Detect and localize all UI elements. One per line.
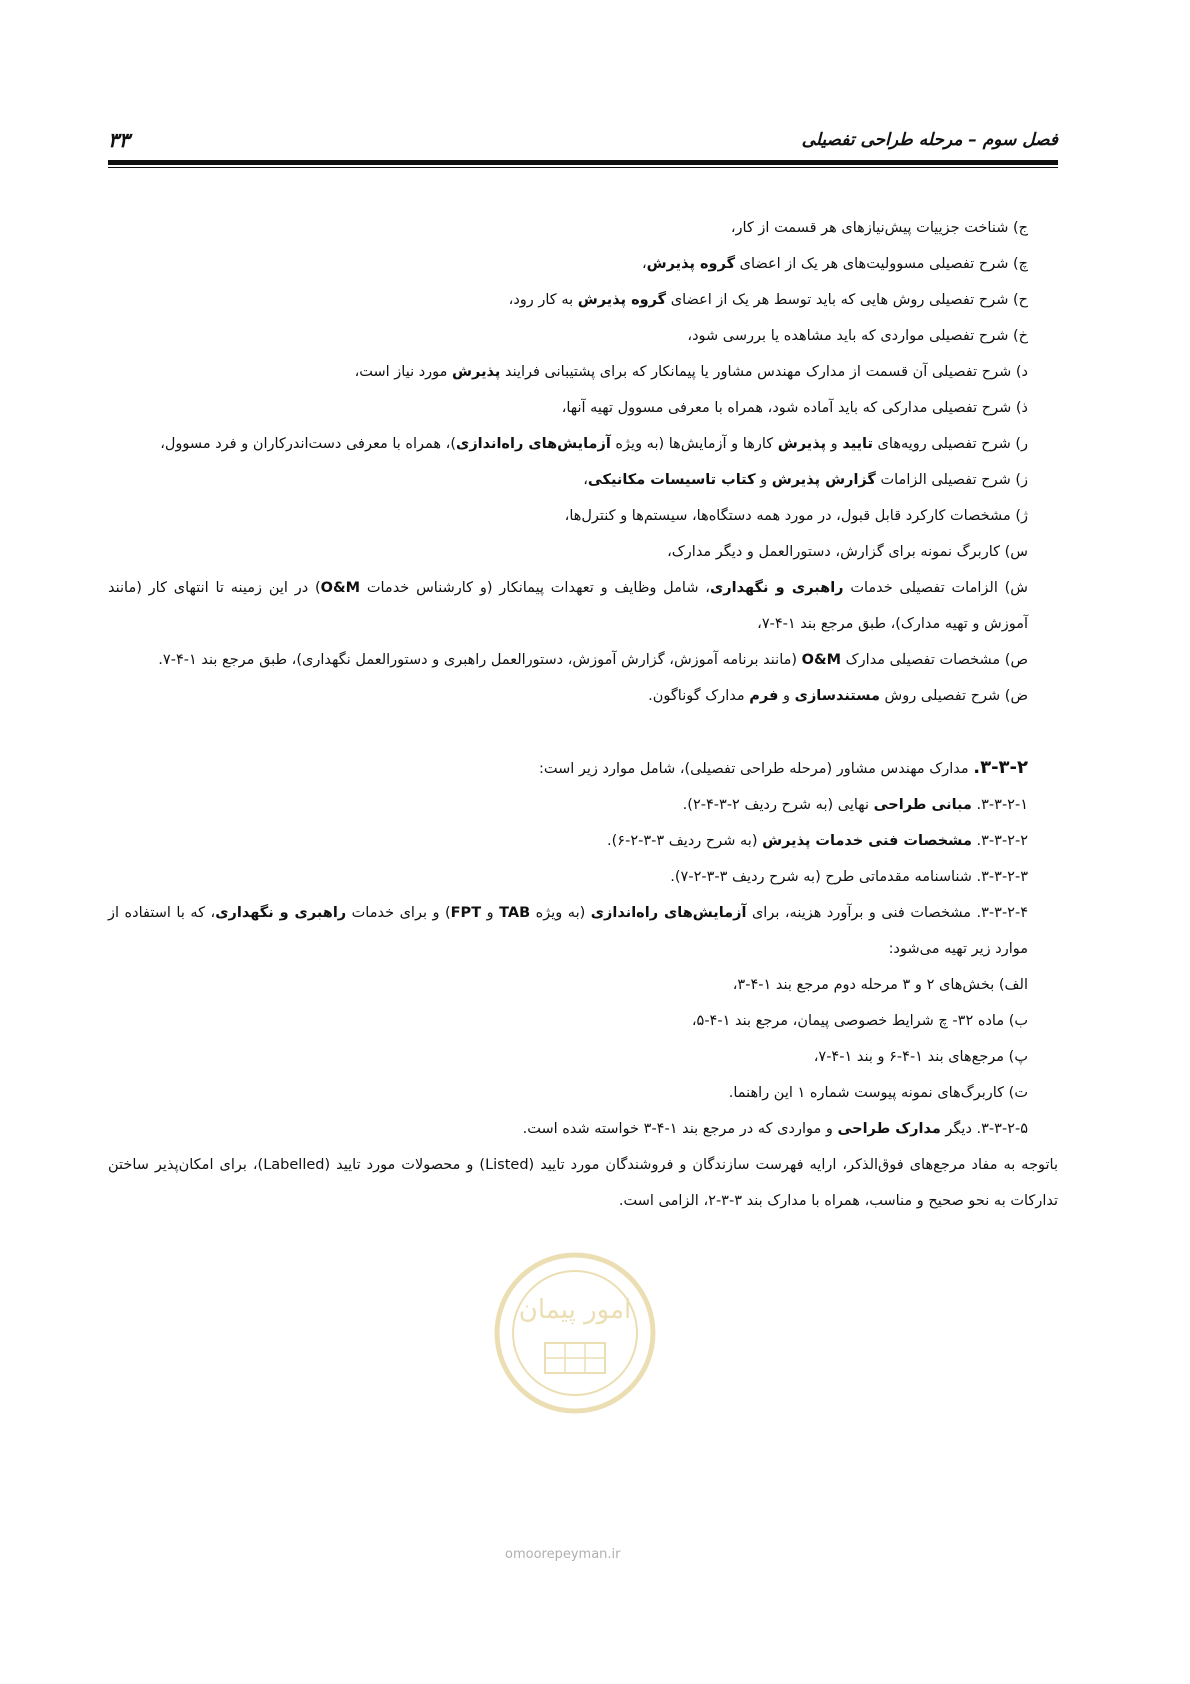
sub-item: ۳-۳-۲-۲. مشخصات فنی خدمات پذیرش (به شرح ردیف ۳-۳-۲-۶). xyxy=(607,833,1028,849)
list-item: د) شرح تفصیلی آن قسمت از مدارک مهندس مشاور یا پیمانکار که برای پشتیبانی فرایند پذیرش مورد نیاز است، xyxy=(354,364,1028,380)
list-item: چ) شرح تفصیلی مسوولیت‌های هر یک از اعضای گروه پذیرش، xyxy=(641,256,1028,272)
sub-list-item: ت) کاربرگ‌های نمونه پیوست شماره ۱ این راهنما. xyxy=(728,1085,1028,1101)
page-header xyxy=(108,120,1058,160)
body-content xyxy=(108,210,1058,1219)
header-rule-thin xyxy=(108,167,1058,168)
sub-list-item: الف) بخش‌های ۲ و ۳ مرحله دوم مرجع بند ۱-۴-۳، xyxy=(732,977,1028,993)
list-item: ض) شرح تفصیلی روش مستندسازی و فرم مدارک گوناگون. xyxy=(648,688,1028,704)
list-item: ج) شناخت جزییات پیش‌نیازهای هر قسمت از کار، xyxy=(730,220,1028,236)
page-number: ۳۳ xyxy=(108,128,130,152)
list-item: ح) شرح تفصیلی روش هایی که باید توسط هر یک از اعضای گروه پذیرش به کار رود، xyxy=(508,292,1028,308)
list-item: خ) شرح تفصیلی مواردی که باید مشاهده یا بررسی شود، xyxy=(687,328,1028,344)
section-heading: ۳-۳-۲. مدارک مهندس مشاور (مرحله طراحی تفصیلی)، شامل موارد زیر است: xyxy=(538,757,1028,778)
list-item: ر) شرح تفصیلی رویه‌های تایید و پذیرش کارها و آزمایش‌ها (به ویژه آزمایش‌های راه‌اندازی)، همراه با معرفی دست‌اندرکاران و فرد مسوول، xyxy=(160,436,1028,452)
watermark-logo-icon xyxy=(490,1248,660,1418)
sub-item: ۳-۳-۲-۱. مبانی طراحی نهایی (به شرح ردیف ۲-۳-۴-۲). xyxy=(682,797,1028,813)
list-item: ژ) مشخصات کارکرد قابل قبول، در مورد همه دستگاه‌ها، سیستم‌ها و کنترل‌ها، xyxy=(564,508,1028,524)
chapter-title: فصل سوم – مرحله طراحی تفصیلی xyxy=(801,130,1058,150)
sub-item: ۳-۳-۲-۳. شناسنامه مقدماتی طرح (به شرح ردیف ۳-۳-۲-۷). xyxy=(670,869,1028,885)
list-item: ص) مشخصات تفصیلی مدارک O&M (مانند برنامه آموزش، گزارش آموزش، دستورالعمل راهبری و دستورالعمل نگهداری)، طبق مرجع بند ۱-۴-۷. xyxy=(158,652,1028,668)
watermark-url: omoorepeyman.ir xyxy=(505,1547,621,1562)
sub-list-item: ب) ماده ۳۲- چ شرایط خصوصی پیمان، مرجع بند ۱-۴-۵، xyxy=(691,1013,1028,1029)
watermark-logo-text: امور پیمان xyxy=(518,1295,632,1325)
final-paragraph: باتوجه به مفاد مرجع‌های فوق‌الذکر، ارایه فهرست سازندگان و فروشندگان مورد تایید (Listed) و محصولات مورد تایید (Labelled)، برای امکان‌پذیر ساختن تدارکات به نحو صحیح و مناسب، همراه با مدارک بند ۳-۳-۲، الزامی است. xyxy=(108,1157,1059,1209)
list-item: ش) الزامات تفصیلی خدمات راهبری و نگهداری، شامل وظایف و تعهدات پیمانکار (و کارشناس خدمات O&M) در این زمینه تا انتهای کار (مانند آموزش و تهیه مدارک)، طبق مرجع بند ۱-۴-۷، xyxy=(108,580,1029,632)
sub-item: ۳-۳-۲-۴. مشخصات فنی و برآورد هزینه، برای آزمایش‌های راه‌اندازی (به ویژه TAB و FPT) و برای خدمات راهبری و نگهداری، که با استفاده از موارد زیر تهیه می‌شود: xyxy=(108,905,1028,957)
list-item: ذ) شرح تفصیلی مدارکی که باید آماده شود، همراه با معرفی مسوول تهیه آنها، xyxy=(561,400,1028,416)
list-item: س) کاربرگ نمونه برای گزارش، دستورالعمل و دیگر مدارک، xyxy=(667,544,1028,560)
sub-item: ۳-۳-۲-۵. دیگر مدارک طراحی و مواردی که در مرجع بند ۱-۴-۳ خواسته شده است. xyxy=(522,1121,1028,1137)
list-item: ز) شرح تفصیلی الزامات گزارش پذیرش و کتاب تاسیسات مکانیکی، xyxy=(583,472,1028,488)
header-rule-thick xyxy=(108,160,1058,165)
sub-list-item: پ) مرجع‌های بند ۱-۴-۶ و بند ۱-۴-۷، xyxy=(813,1049,1028,1065)
